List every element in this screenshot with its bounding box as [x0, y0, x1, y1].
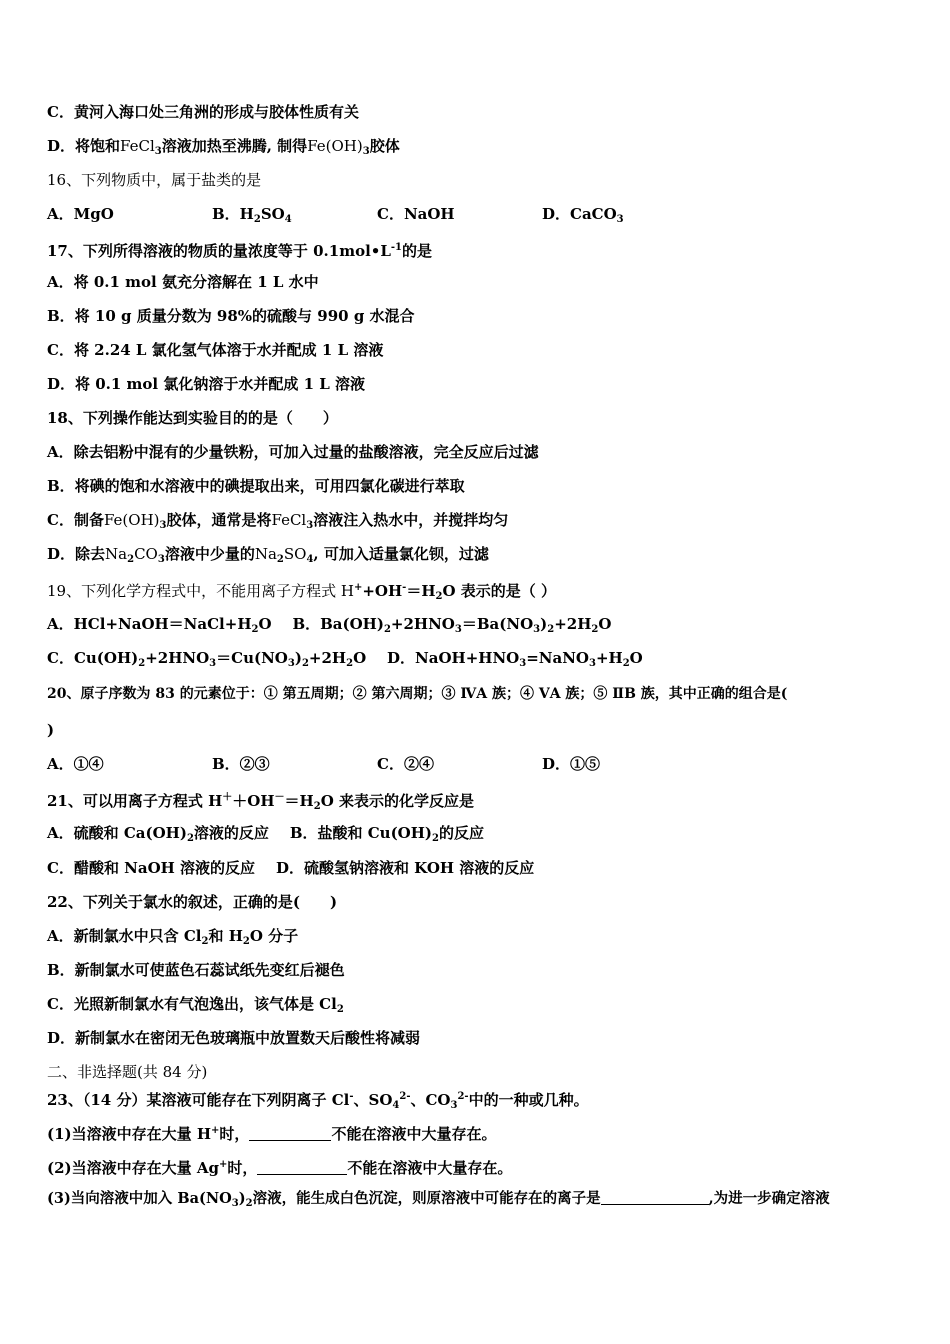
subscript: 3: [454, 624, 462, 635]
text-segment: Na: [254, 545, 277, 563]
text-segment: (1)当溶液中存在大量 H: [47, 1125, 212, 1143]
subscript: 3: [519, 658, 527, 669]
superscript: -: [402, 582, 407, 593]
subscript: 2: [622, 658, 630, 669]
text-segment: A．将 0.1 mol 氨充分溶解在 1 L 水中: [47, 273, 319, 291]
subscript: 2: [276, 554, 284, 565]
subscript: 4: [306, 554, 314, 565]
text-segment: 胶体，通常是将: [166, 511, 272, 529]
text-segment: ,为进一步确定溶液: [708, 1190, 830, 1207]
q17-option-a: [47, 272, 319, 292]
text-segment: C．光照新制氯水有气泡逸出，该气体是 Cl: [47, 995, 337, 1013]
text-segment: A．新制氯水中只含 Cl: [47, 927, 202, 945]
superscript: ＋: [222, 792, 233, 803]
q22-option-c: [47, 994, 344, 1020]
q18-option-b: [47, 476, 465, 496]
text-segment: SO: [283, 545, 307, 563]
q17-stem: [47, 238, 432, 261]
q20-stem: [47, 684, 787, 704]
subscript: 3: [306, 520, 314, 531]
subscript: 2: [127, 554, 135, 565]
section-heading: [47, 1062, 207, 1082]
q23-stem: [47, 1087, 589, 1116]
q17-option-c: [47, 340, 383, 360]
q21-options-cd: [47, 858, 534, 878]
text-segment: FeCl: [271, 511, 307, 529]
superscript: +: [211, 1125, 220, 1136]
subscript: 2: [186, 833, 194, 844]
subscript: 3: [159, 520, 167, 531]
q22-option-d: [47, 1028, 420, 1048]
text-segment: =NaNO: [526, 649, 589, 667]
text-segment: 不能在溶液中大量存在。: [331, 1125, 497, 1143]
subscript: 2: [245, 1198, 253, 1209]
text-segment: 18、下列操作能达到实验目的的是（ ）: [47, 409, 338, 427]
subscript: 2: [547, 624, 555, 635]
subscript: 2: [242, 936, 250, 947]
text-segment: A．HCl+NaOH＝NaCl+H: [47, 615, 252, 633]
text-segment: D．新制氯水在密闭无色玻璃瓶中放置数天后酸性将减弱: [47, 1029, 421, 1047]
q21-stem: [47, 788, 474, 817]
text-segment: O: [353, 649, 367, 667]
text-segment: (3)当向溶液中加入 Ba(NO: [47, 1190, 232, 1207]
q16-option-c: [377, 204, 455, 224]
subscript: 3: [231, 1198, 239, 1209]
q20-option-c: [377, 754, 434, 774]
text-segment: D．CaCO: [542, 205, 617, 223]
text-segment: 的是: [402, 242, 433, 260]
text-segment: 胶体: [369, 137, 400, 155]
text-segment: 19、下列化学方程式中，不能用离子方程式 H: [47, 582, 354, 600]
q17-option-d: [47, 374, 365, 394]
superscript: +: [353, 582, 363, 593]
text-segment: ): [47, 721, 55, 739]
text-segment: D．NaOH+HNO: [387, 649, 520, 667]
text-segment: 、SO: [353, 1091, 393, 1109]
text-segment: B．新制氯水可使蓝色石蕊试纸先变红后褪色: [47, 961, 345, 979]
subscript: 3: [157, 554, 165, 565]
q16-option-b: [212, 204, 292, 230]
q16-stem-text: 16、下列物质中，属于盐类的是: [47, 171, 262, 189]
text-segment: C．②④: [377, 755, 434, 773]
q18-option-c: [47, 510, 508, 536]
text-segment: O 分子: [249, 927, 299, 945]
subscript: 2: [301, 658, 309, 669]
subscript: 2: [138, 658, 146, 669]
subscript: 3: [287, 658, 295, 669]
text-segment: B．盐酸和 Cu(OH): [289, 824, 433, 842]
text-segment: B．将碘的饱和水溶液中的碘提取出来，可用四氯化碳进行萃取: [47, 477, 465, 495]
text-segment: 的反应: [438, 824, 484, 842]
text-segment: C．将 2.24 L 氯化氢气体溶于水并配成 1 L 溶液: [47, 341, 384, 359]
text-segment: C．Cu(OH): [47, 649, 139, 667]
text-segment: ＝H: [406, 582, 436, 600]
text-segment: ): [540, 615, 548, 633]
q16-option-d: [542, 204, 624, 230]
text-segment: 时，: [219, 1125, 250, 1143]
subscript: 2: [432, 833, 439, 844]
text-segment: FeCl: [120, 137, 155, 155]
subscript: 2: [383, 624, 391, 635]
q18-option-a: [47, 442, 539, 462]
q15-option-c-text: C．黄河入海口处三角洲的形成与胶体性质有关: [47, 103, 359, 121]
text-segment: O: [258, 615, 272, 633]
q20-stem-cont: [47, 720, 54, 740]
text-segment: 溶液中少量的: [164, 545, 255, 563]
text-segment: A．硫酸和 Ca(OH): [47, 824, 187, 842]
subscript: 2: [253, 214, 261, 225]
subscript: 2: [346, 658, 354, 669]
text-segment: SO: [260, 205, 285, 223]
text-segment: A．MgO: [47, 205, 114, 223]
text-segment: D．将 0.1 mol 氯化钠溶于水并配成 1 L 溶液: [47, 375, 365, 393]
answer-blank[interactable]: [601, 1190, 709, 1205]
subscript: 3: [616, 214, 624, 225]
text-segment: 时，: [227, 1159, 258, 1177]
superscript: -1: [390, 242, 403, 253]
answer-blank[interactable]: [257, 1160, 347, 1175]
text-segment: 中的一种或几种。: [468, 1091, 589, 1109]
q17-option-b: [47, 306, 415, 326]
subscript: 2: [313, 801, 321, 812]
subscript: 2: [336, 1004, 344, 1015]
text-segment: D．将饱和: [47, 137, 121, 155]
subscript: 3: [533, 624, 541, 635]
text-segment: O: [598, 615, 612, 633]
superscript: +: [218, 1159, 228, 1170]
q20-option-b: [212, 754, 270, 774]
text-segment: 不能在溶液中大量存在。: [347, 1159, 513, 1177]
subscript: 2: [201, 936, 209, 947]
subscript: 2: [435, 591, 443, 602]
text-segment: +H: [595, 649, 623, 667]
text-segment: ＝Cu(NO: [216, 649, 288, 667]
text-segment: 溶液的反应: [193, 824, 269, 842]
text-segment: ): [238, 1190, 246, 1207]
text-segment: 溶液注入热水中，并搅拌均匀: [313, 511, 509, 529]
text-segment: A．①④: [47, 755, 104, 773]
q22-stem: [47, 892, 337, 912]
text-segment: B．H: [212, 205, 254, 223]
text-segment: 和 H: [208, 927, 243, 945]
superscript: 2-: [399, 1091, 411, 1102]
text-segment: 溶液加热至沸腾, 制得: [161, 137, 308, 155]
q19-stem: [47, 578, 556, 607]
q20-option-d: [542, 754, 600, 774]
text-segment: ＋OH: [232, 792, 275, 810]
text-segment: B．将 10 g 质量分数为 98%的硫酸与 990 g 水混合: [47, 307, 415, 325]
q21-options-ab: [47, 823, 484, 849]
text-segment: ＝Ba(NO: [461, 615, 534, 633]
text-segment: O 来表示的化学反应是: [320, 792, 474, 810]
text-segment: +OH: [362, 582, 403, 600]
text-segment: +2H: [308, 649, 347, 667]
subscript: 3: [209, 658, 217, 669]
text-segment: O 表示的是（ ）: [442, 582, 556, 600]
text-segment: +2H: [554, 615, 592, 633]
superscript: 2-: [457, 1091, 469, 1102]
subscript: 4: [392, 1100, 400, 1111]
q23-part-1: [47, 1121, 496, 1144]
q23-part-3: [47, 1189, 830, 1214]
text-segment: CO: [134, 545, 158, 563]
text-segment: (2)当溶液中存在大量 Ag: [47, 1159, 219, 1177]
text-segment: 20、原子序数为 83 的元素位于：① 第五周期；② 第六周期；③ ⅣA 族；④ ⅤA 族；⑤ ⅡB 族，其中正确的组合是(: [47, 686, 788, 702]
text-segment: +2HNO: [145, 649, 210, 667]
q20-option-a: [47, 754, 104, 774]
q16-stem: [47, 170, 261, 190]
text-segment: Na: [105, 545, 128, 563]
text-segment: D．①⑤: [542, 755, 601, 773]
text-segment: C．制备: [47, 511, 104, 529]
q22-option-b: [47, 960, 345, 980]
subscript: 3: [362, 146, 370, 157]
text-segment: B．Ba(OH): [292, 615, 384, 633]
q15-option-d: [47, 136, 400, 162]
q18-stem: [47, 408, 338, 428]
text-segment: 21、可以用离子方程式 H: [47, 792, 223, 810]
text-segment: D．硫酸氢钠溶液和 KOH 溶液的反应: [275, 859, 535, 877]
q15-option-c: [47, 102, 359, 122]
text-segment: C．醋酸和 NaOH 溶液的反应: [47, 859, 256, 877]
answer-blank[interactable]: [249, 1126, 331, 1141]
text-segment: ): [294, 649, 302, 667]
subscript: 2: [591, 624, 599, 635]
text-segment: A．除去铝粉中混有的少量铁粉，可加入过量的盐酸溶液，完全反应后过滤: [47, 443, 539, 461]
text-segment: ＝H: [284, 792, 314, 810]
text-segment: 23、（14 分）某溶液可能存在下列阴离子 Cl: [47, 1091, 350, 1109]
q22-option-a: [47, 926, 298, 952]
text-segment: 溶液，能生成白色沉淀，则原溶液中可能存在的离子是: [252, 1190, 601, 1207]
q19-options-cd: [47, 648, 643, 674]
text-segment: Fe(OH): [103, 511, 160, 529]
text-segment: 二、非选择题(共 84 分): [47, 1063, 208, 1081]
superscript: －: [274, 792, 285, 803]
subscript: 3: [450, 1100, 458, 1111]
subscript: 3: [154, 146, 162, 157]
q23-part-2: [47, 1155, 512, 1178]
superscript: -: [349, 1091, 354, 1102]
text-segment: C．NaOH: [377, 205, 455, 223]
text-segment: Fe(OH): [307, 137, 363, 155]
text-segment: 17、下列所得溶液的物质的量浓度等于 0.1mol•L: [47, 242, 391, 260]
text-segment: , 可加入适量氯化钡，过滤: [313, 545, 489, 563]
q16-option-a: [47, 204, 114, 224]
subscript: 4: [284, 214, 292, 225]
q18-option-d: [47, 544, 489, 570]
q19-options-ab: [47, 614, 611, 640]
text-segment: O: [629, 649, 643, 667]
text-segment: 、CO: [410, 1091, 451, 1109]
text-segment: +2HNO: [390, 615, 455, 633]
text-segment: B．②③: [212, 755, 270, 773]
text-segment: 22、下列关于氯水的叙述，正确的是( ): [47, 893, 338, 911]
text-segment: D．除去: [47, 545, 106, 563]
subscript: 3: [588, 658, 596, 669]
subscript: 2: [251, 624, 259, 635]
